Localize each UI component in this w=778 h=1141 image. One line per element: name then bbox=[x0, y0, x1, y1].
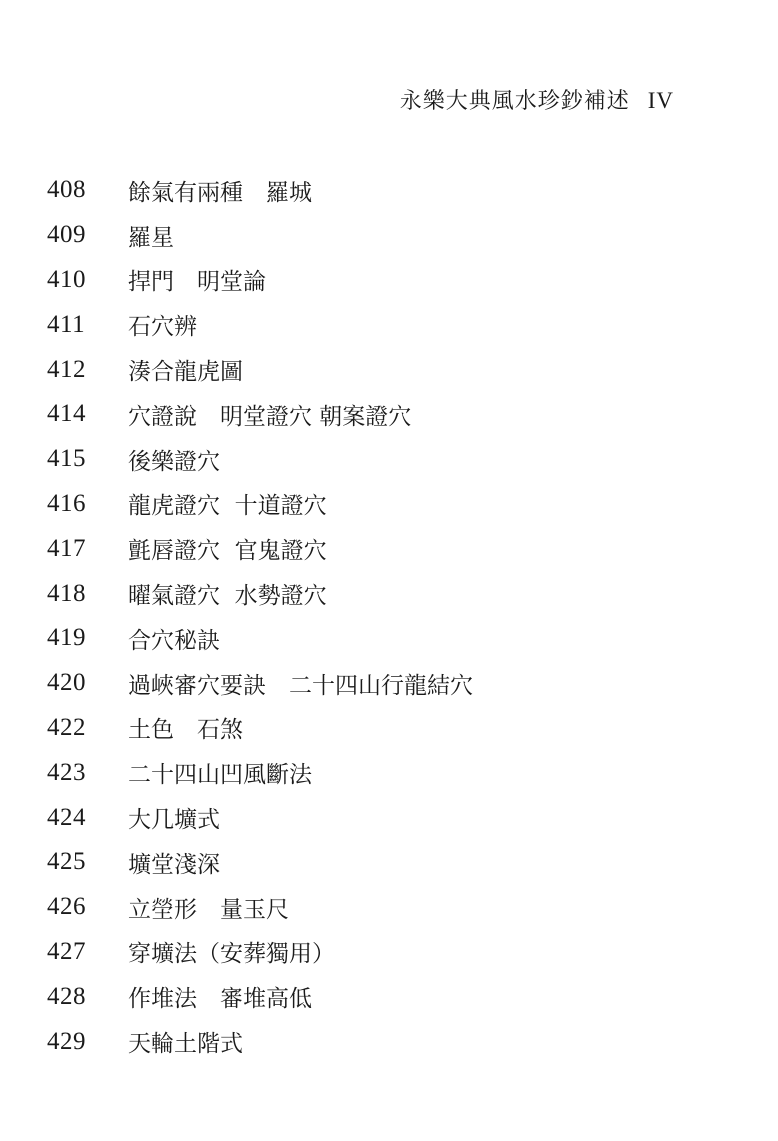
table-of-contents bbox=[47, 168, 727, 1064]
toc-page-number: 423 bbox=[47, 758, 86, 786]
toc-entry bbox=[47, 482, 727, 527]
toc-entry-title: 合穴秘訣 bbox=[128, 627, 220, 654]
toc-entry-title: 捍門 明堂論 bbox=[128, 269, 266, 296]
toc-entry bbox=[47, 302, 727, 347]
toc-page-number: 422 bbox=[47, 713, 86, 741]
toc-entry-title: 羅星 bbox=[128, 224, 174, 251]
toc-entry-title: 後樂證穴 bbox=[128, 448, 220, 475]
toc-entry bbox=[47, 885, 727, 930]
toc-page-number: 416 bbox=[47, 489, 86, 517]
toc-entry-title: 作堆法 審堆高低 bbox=[128, 986, 312, 1013]
toc-page-number: 428 bbox=[47, 982, 86, 1010]
toc-entry-title: 壙堂淺深 bbox=[128, 851, 220, 878]
toc-entry-title: 立塋形 量玉尺 bbox=[128, 896, 289, 923]
toc-entry bbox=[47, 258, 727, 303]
toc-page-number: 425 bbox=[47, 848, 86, 876]
toc-page-number: 424 bbox=[47, 803, 86, 831]
toc-entry bbox=[47, 571, 727, 616]
toc-entry-title: 氈唇證穴 官鬼證穴 bbox=[128, 538, 327, 565]
toc-entry-title: 大几壙式 bbox=[128, 807, 220, 834]
toc-page-number: 418 bbox=[47, 579, 86, 607]
toc-entry-title: 曜氣證穴 水勢證穴 bbox=[128, 583, 327, 610]
toc-entry-title: 餘氣有兩種 羅城 bbox=[128, 179, 312, 206]
toc-page-number: 429 bbox=[47, 1027, 86, 1055]
toc-page-number: 410 bbox=[47, 265, 86, 293]
toc-entry bbox=[47, 392, 727, 437]
toc-entry bbox=[47, 213, 727, 258]
toc-entry-title: 天輪土階式 bbox=[128, 1031, 243, 1058]
toc-page-number: 415 bbox=[47, 445, 86, 473]
toc-entry bbox=[47, 840, 727, 885]
book-title: 永樂大典風水珍鈔補述 bbox=[399, 89, 630, 114]
toc-page-number: 409 bbox=[47, 221, 86, 249]
toc-page-number: 411 bbox=[47, 310, 86, 338]
toc-entry bbox=[47, 795, 727, 840]
running-header bbox=[400, 84, 674, 115]
toc-page-number: 408 bbox=[47, 176, 86, 204]
toc-entry bbox=[47, 347, 727, 392]
toc-entry bbox=[47, 616, 727, 661]
toc-entry bbox=[47, 750, 727, 795]
toc-entry bbox=[47, 1019, 727, 1064]
volume-number: IV bbox=[647, 88, 674, 113]
toc-entry bbox=[47, 930, 727, 975]
toc-entry-title: 龍虎證穴 十道證穴 bbox=[128, 493, 327, 520]
toc-page-number: 414 bbox=[47, 400, 86, 428]
toc-entry-title: 二十四山凹風斷法 bbox=[128, 762, 312, 789]
toc-page-number: 419 bbox=[47, 624, 86, 652]
toc-entry bbox=[47, 974, 727, 1019]
toc-page-number: 427 bbox=[47, 937, 86, 965]
toc-entry-title: 土色 石煞 bbox=[128, 717, 243, 744]
toc-entry bbox=[47, 437, 727, 482]
toc-page-number: 420 bbox=[47, 669, 86, 697]
toc-entry-title: 穿壙法（安葬獨用） bbox=[128, 941, 335, 968]
toc-entry-title: 過峽審穴要訣 二十四山行龍結穴 bbox=[128, 672, 473, 699]
toc-entry bbox=[47, 706, 727, 751]
toc-entry-title: 穴證說 明堂證穴 朝案證穴 bbox=[128, 403, 412, 430]
toc-entry-title: 湊合龍虎圖 bbox=[128, 359, 243, 386]
toc-page-number: 426 bbox=[47, 893, 86, 921]
toc-page-number: 417 bbox=[47, 534, 86, 562]
toc-page-number: 412 bbox=[47, 355, 86, 383]
toc-entry bbox=[47, 526, 727, 571]
toc-entry bbox=[47, 661, 727, 706]
toc-entry-title: 石穴辨 bbox=[128, 314, 197, 341]
toc-entry bbox=[47, 168, 727, 213]
